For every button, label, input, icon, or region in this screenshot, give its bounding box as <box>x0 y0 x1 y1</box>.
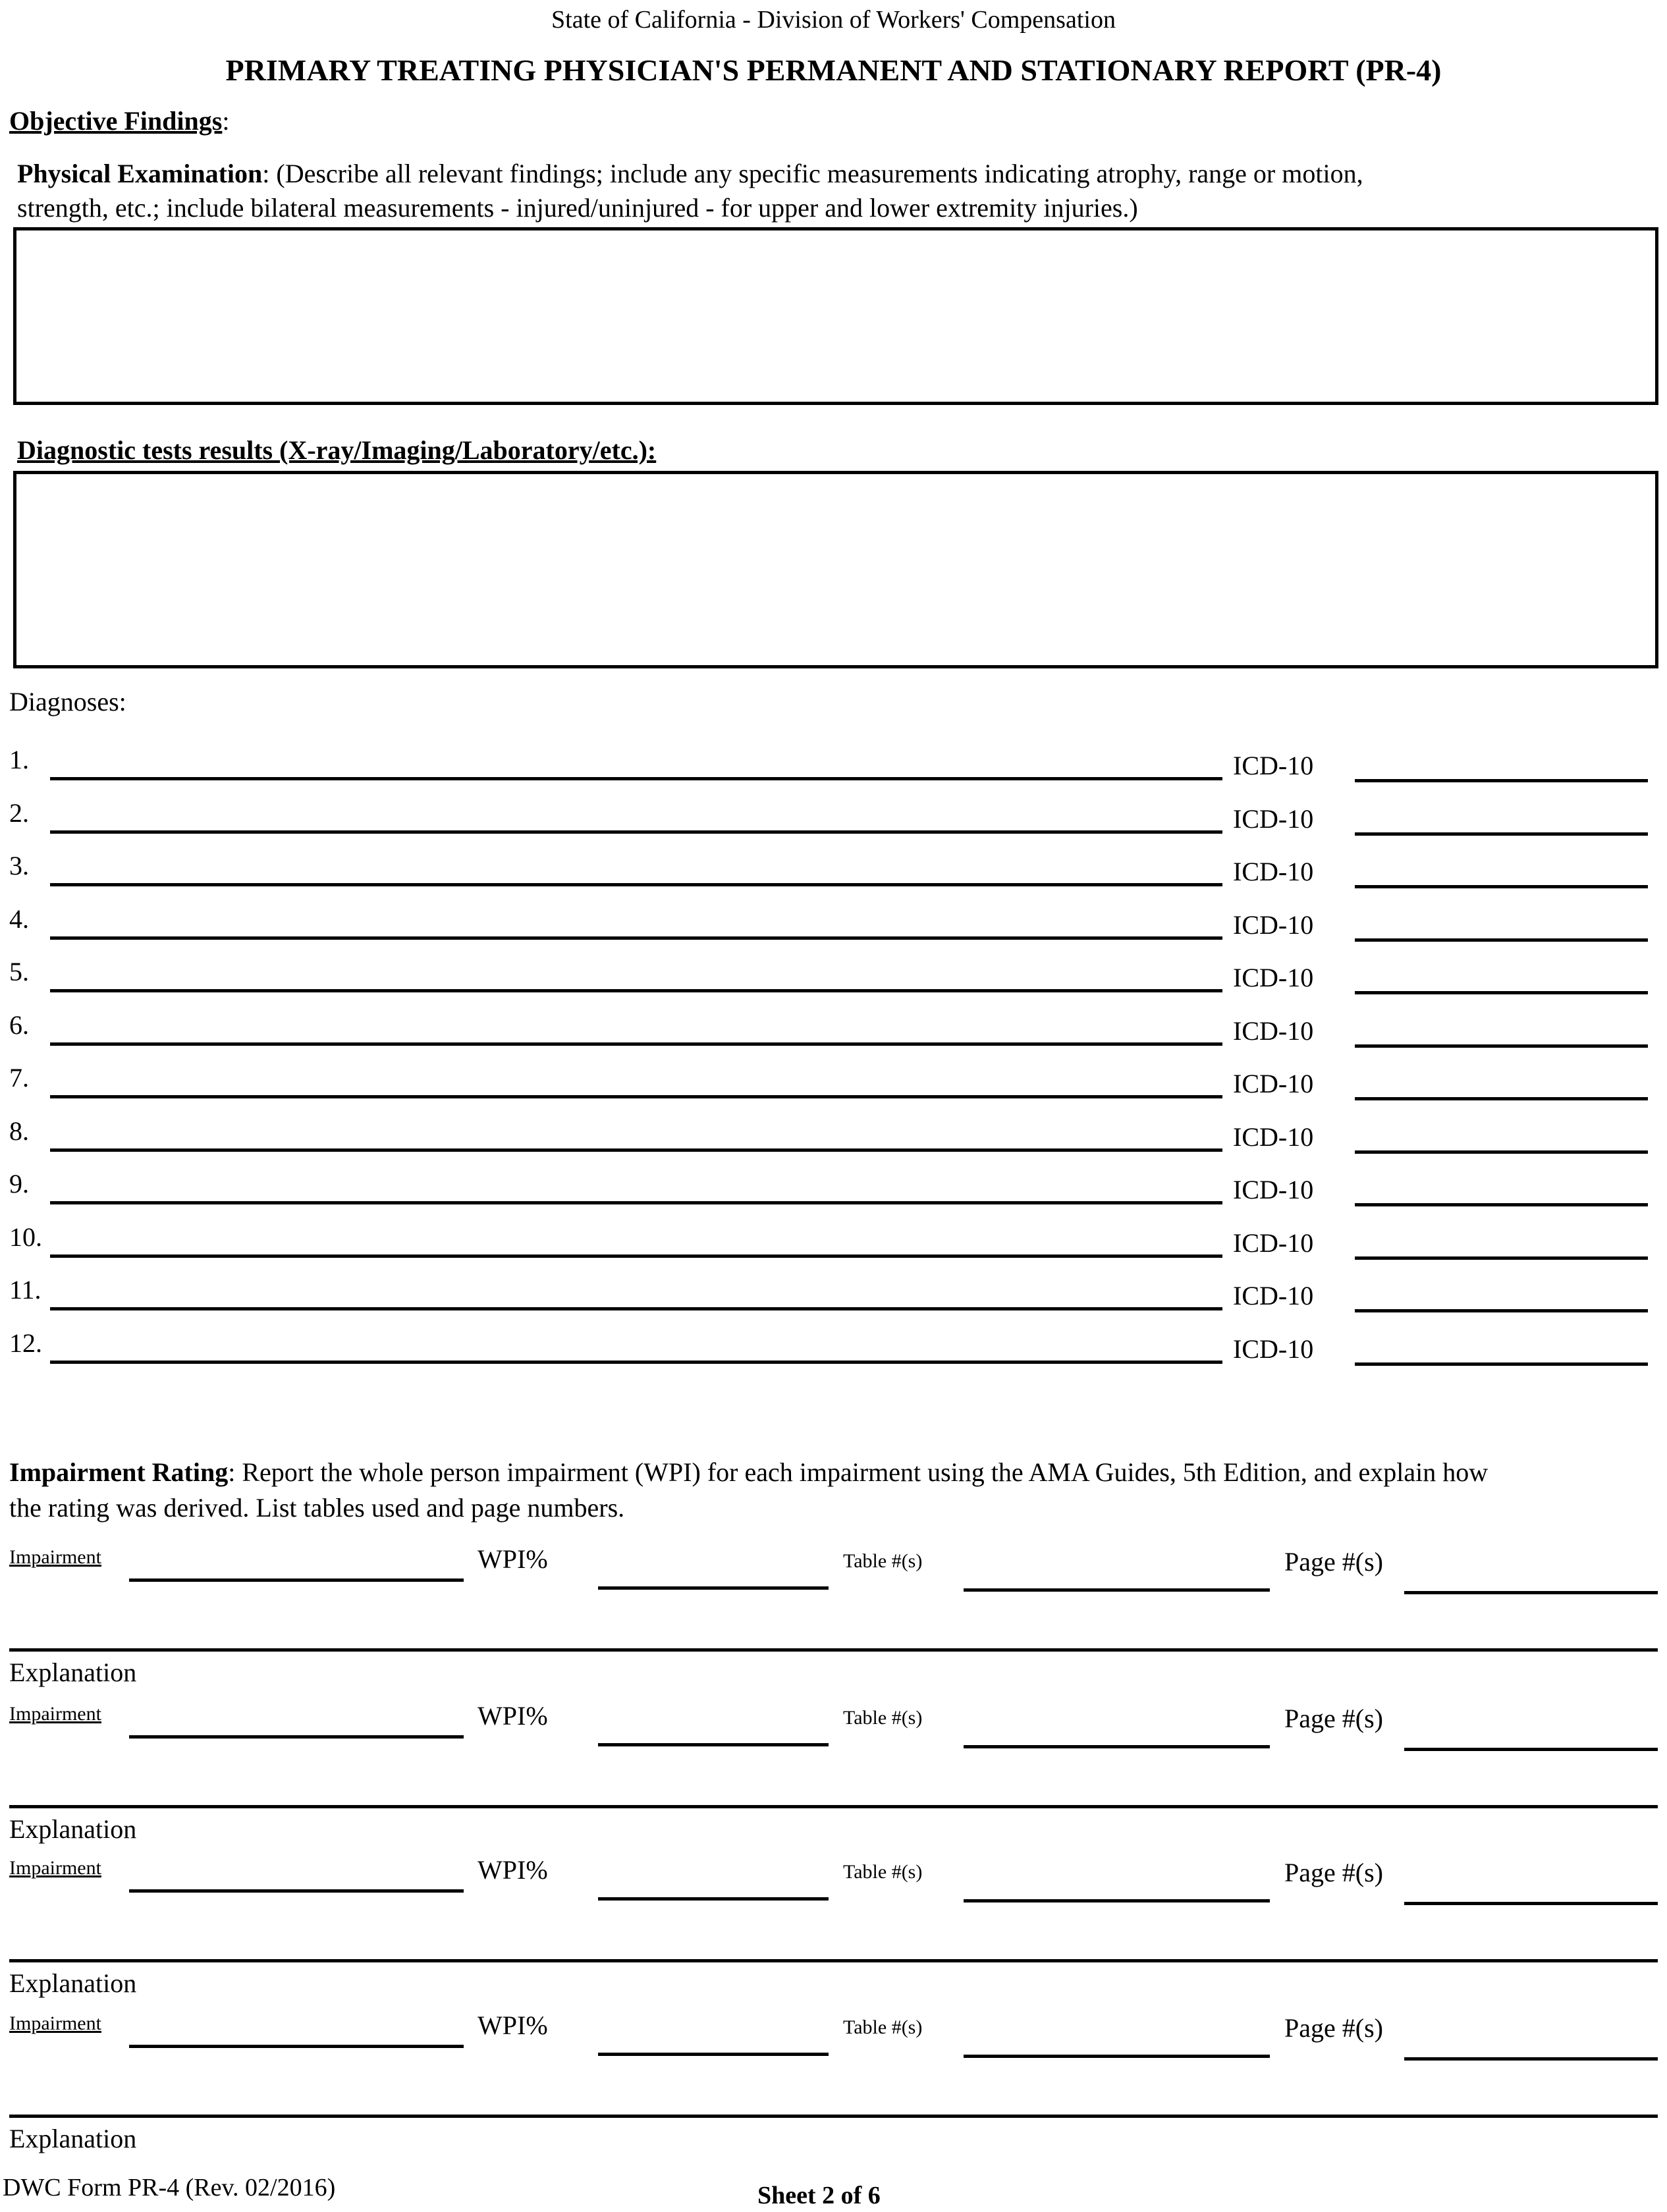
diagnosis-underline <box>50 883 1222 886</box>
page-label: Page #(s) <box>1284 1704 1383 1733</box>
table-label: Table #(s) <box>843 1861 923 1883</box>
icd10-underline <box>1355 1150 1648 1154</box>
wpi-label: WPI% <box>478 1701 548 1731</box>
page-underline <box>1404 1748 1658 1751</box>
wpi-underline <box>598 1897 829 1901</box>
wpi-input[interactable] <box>598 2022 829 2052</box>
diagnosis-underline <box>50 1361 1222 1364</box>
icd10-underline <box>1355 1097 1648 1100</box>
icd10-label: ICD-10 <box>1233 751 1314 780</box>
table-input[interactable] <box>964 1557 1270 1588</box>
diagnosis-input[interactable] <box>50 1012 1222 1042</box>
icd10-label: ICD-10 <box>1233 1069 1314 1098</box>
impairment-input[interactable] <box>129 1858 464 1889</box>
diagnosis-number: 12. <box>9 1328 42 1358</box>
diagnosis-number: 9. <box>9 1169 29 1199</box>
diagnosis-number: 11. <box>9 1275 41 1305</box>
icd10-input[interactable] <box>1355 855 1648 885</box>
physical-exam-box <box>13 227 1658 405</box>
icd10-label: ICD-10 <box>1233 1334 1314 1364</box>
impairment-label: Impairment <box>9 2012 101 2034</box>
diagnosis-underline <box>50 1095 1222 1098</box>
wpi-label: WPI% <box>478 2010 548 2040</box>
explanation-label: Explanation <box>9 1968 137 1998</box>
page-underline <box>1404 1902 1658 1905</box>
wpi-underline <box>598 1743 829 1746</box>
icd10-label: ICD-10 <box>1233 857 1314 886</box>
icd10-input[interactable] <box>1355 802 1648 832</box>
table-input[interactable] <box>964 1868 1270 1899</box>
icd10-underline <box>1355 1362 1648 1366</box>
icd10-label: ICD-10 <box>1233 1281 1314 1310</box>
diagnosis-input[interactable] <box>50 1224 1222 1254</box>
physical-exam-instructions: Physical Examination: (Describe all relevant findings; include any specific measurements indicating atrophy, range or motion, <box>17 159 1363 188</box>
explanation-input[interactable] <box>9 1615 1658 1648</box>
explanation-rule <box>9 1805 1658 1808</box>
icd10-underline <box>1355 1256 1648 1260</box>
diagnosis-number: 10. <box>9 1222 42 1252</box>
diagnostic-tests-field[interactable] <box>16 474 1655 665</box>
icd10-input[interactable] <box>1355 1067 1648 1097</box>
explanation-rule <box>9 1648 1658 1652</box>
icd10-input[interactable] <box>1355 1332 1648 1362</box>
page-input[interactable] <box>1404 1871 1658 1901</box>
table-label: Table #(s) <box>843 1707 923 1729</box>
physical-exam-instructions-2: strength, etc.; include bilateral measurements - injured/uninjured - for upper and lower extremity injuries.) <box>17 193 1138 223</box>
impairment-input[interactable] <box>129 2014 464 2044</box>
diagnosis-number: 8. <box>9 1116 29 1146</box>
table-label: Table #(s) <box>843 1550 923 1572</box>
impairment-rating-instructions-2: the rating was derived. List tables used and page numbers. <box>9 1493 625 1523</box>
diagnostic-tests-label: Diagnostic tests results (X-ray/Imaging/Laboratory/etc.): <box>17 435 657 465</box>
impairment-rating-instructions: Impairment Rating: Report the whole person impairment (WPI) for each impairment using the AMA Guides, 5th Edition, and explain how <box>9 1457 1489 1487</box>
wpi-input[interactable] <box>598 1555 829 1586</box>
diagnosis-underline <box>50 1201 1222 1204</box>
icd10-input[interactable] <box>1355 1120 1648 1150</box>
icd10-input[interactable] <box>1355 908 1648 938</box>
icd10-underline <box>1355 938 1648 942</box>
diagnosis-input[interactable] <box>50 1277 1222 1307</box>
table-underline <box>964 1745 1270 1748</box>
page-underline <box>1404 1591 1658 1594</box>
form-title: PRIMARY TREATING PHYSICIAN'S PERMANENT AND STATIONARY REPORT (PR-4) <box>225 53 1442 87</box>
diagnosis-input[interactable] <box>50 1171 1222 1201</box>
impairment-underline <box>129 2045 464 2048</box>
page-input[interactable] <box>1404 2026 1658 2057</box>
icd10-label: ICD-10 <box>1233 1175 1314 1204</box>
physical-exam-label: Physical Examination <box>17 159 263 188</box>
icd10-input[interactable] <box>1355 1226 1648 1256</box>
page-input[interactable] <box>1404 1560 1658 1590</box>
icd10-input[interactable] <box>1355 961 1648 991</box>
diagnosis-underline <box>50 1254 1222 1258</box>
objective-findings-heading: Objective Findings: <box>9 106 230 136</box>
diagnosis-number: 6. <box>9 1010 29 1040</box>
agency-header: State of California - Division of Workers' Compensation <box>551 6 1116 34</box>
impairment-underline <box>129 1578 464 1582</box>
diagnosis-input[interactable] <box>50 1118 1222 1148</box>
icd10-underline <box>1355 1044 1648 1048</box>
table-label: Table #(s) <box>843 2016 923 2038</box>
sheet-number-footer: Sheet 2 of 6 <box>757 2182 881 2209</box>
icd10-underline <box>1355 832 1648 836</box>
explanation-input[interactable] <box>9 1771 1658 1804</box>
diagnosis-input[interactable] <box>50 1065 1222 1095</box>
icd10-input[interactable] <box>1355 1173 1648 1203</box>
explanation-input[interactable] <box>9 2081 1658 2114</box>
impairment-rating-heading: Impairment Rating <box>9 1457 229 1487</box>
page-input[interactable] <box>1404 1717 1658 1747</box>
icd10-label: ICD-10 <box>1233 1016 1314 1046</box>
diagnosis-underline <box>50 989 1222 992</box>
icd10-input[interactable] <box>1355 1279 1648 1309</box>
diagnoses-heading: Diagnoses: <box>9 687 126 716</box>
diagnosis-number: 5. <box>9 957 29 986</box>
diagnosis-input[interactable] <box>50 747 1222 777</box>
icd10-label: ICD-10 <box>1233 910 1314 940</box>
icd10-input[interactable] <box>1355 1014 1648 1044</box>
diagnosis-underline <box>50 1307 1222 1310</box>
table-input[interactable] <box>964 2024 1270 2054</box>
diagnosis-underline <box>50 1148 1222 1152</box>
wpi-input[interactable] <box>598 1866 829 1897</box>
diagnosis-number: 1. <box>9 745 29 774</box>
explanation-label: Explanation <box>9 1658 137 1687</box>
physical-exam-field[interactable] <box>16 230 1655 402</box>
table-underline <box>964 2055 1270 2058</box>
diagnosis-input[interactable] <box>50 959 1222 989</box>
impairment-label: Impairment <box>9 1703 101 1725</box>
explanation-rule <box>9 2115 1658 2118</box>
impairment-input[interactable] <box>129 1548 464 1578</box>
wpi-underline <box>598 2053 829 2056</box>
diagnosis-underline <box>50 830 1222 834</box>
diagnosis-underline <box>50 936 1222 940</box>
impairment-label: Impairment <box>9 1857 101 1879</box>
diagnostic-tests-box <box>13 471 1658 668</box>
wpi-label: WPI% <box>478 1544 548 1574</box>
wpi-input[interactable] <box>598 1712 829 1742</box>
page-label: Page #(s) <box>1284 1547 1383 1577</box>
icd10-underline <box>1355 1203 1648 1206</box>
explanation-rule <box>9 1959 1658 1962</box>
diagnosis-input[interactable] <box>50 800 1222 830</box>
table-underline <box>964 1588 1270 1592</box>
diagnosis-input[interactable] <box>50 853 1222 883</box>
diagnosis-number: 3. <box>9 851 29 880</box>
impairment-underline <box>129 1889 464 1893</box>
icd10-underline <box>1355 779 1648 782</box>
explanation-input[interactable] <box>9 1926 1658 1958</box>
diagnosis-underline <box>50 1042 1222 1046</box>
diagnosis-input[interactable] <box>50 1330 1222 1361</box>
icd10-underline <box>1355 885 1648 888</box>
wpi-label: WPI% <box>478 1855 548 1885</box>
icd10-underline <box>1355 1309 1648 1312</box>
icd10-label: ICD-10 <box>1233 1122 1314 1152</box>
impairment-underline <box>129 1735 464 1739</box>
icd10-underline <box>1355 991 1648 994</box>
icd10-input[interactable] <box>1355 749 1648 779</box>
icd10-label: ICD-10 <box>1233 804 1314 834</box>
impairment-input[interactable] <box>129 1704 464 1735</box>
diagnosis-number: 7. <box>9 1063 29 1093</box>
page-underline <box>1404 2057 1658 2061</box>
diagnosis-underline <box>50 777 1222 780</box>
table-underline <box>964 1899 1270 1902</box>
diagnosis-number: 2. <box>9 798 29 828</box>
explanation-label: Explanation <box>9 1814 137 1844</box>
wpi-underline <box>598 1586 829 1590</box>
explanation-label: Explanation <box>9 2124 137 2153</box>
table-input[interactable] <box>964 1714 1270 1744</box>
diagnosis-input[interactable] <box>50 906 1222 936</box>
diagnosis-number: 4. <box>9 904 29 934</box>
page-label: Page #(s) <box>1284 1858 1383 1887</box>
icd10-label: ICD-10 <box>1233 963 1314 992</box>
icd10-label: ICD-10 <box>1233 1228 1314 1258</box>
impairment-label: Impairment <box>9 1546 101 1568</box>
form-revision-footer: DWC Form PR-4 (Rev. 02/2016) <box>3 2174 336 2201</box>
page-label: Page #(s) <box>1284 2013 1383 2043</box>
